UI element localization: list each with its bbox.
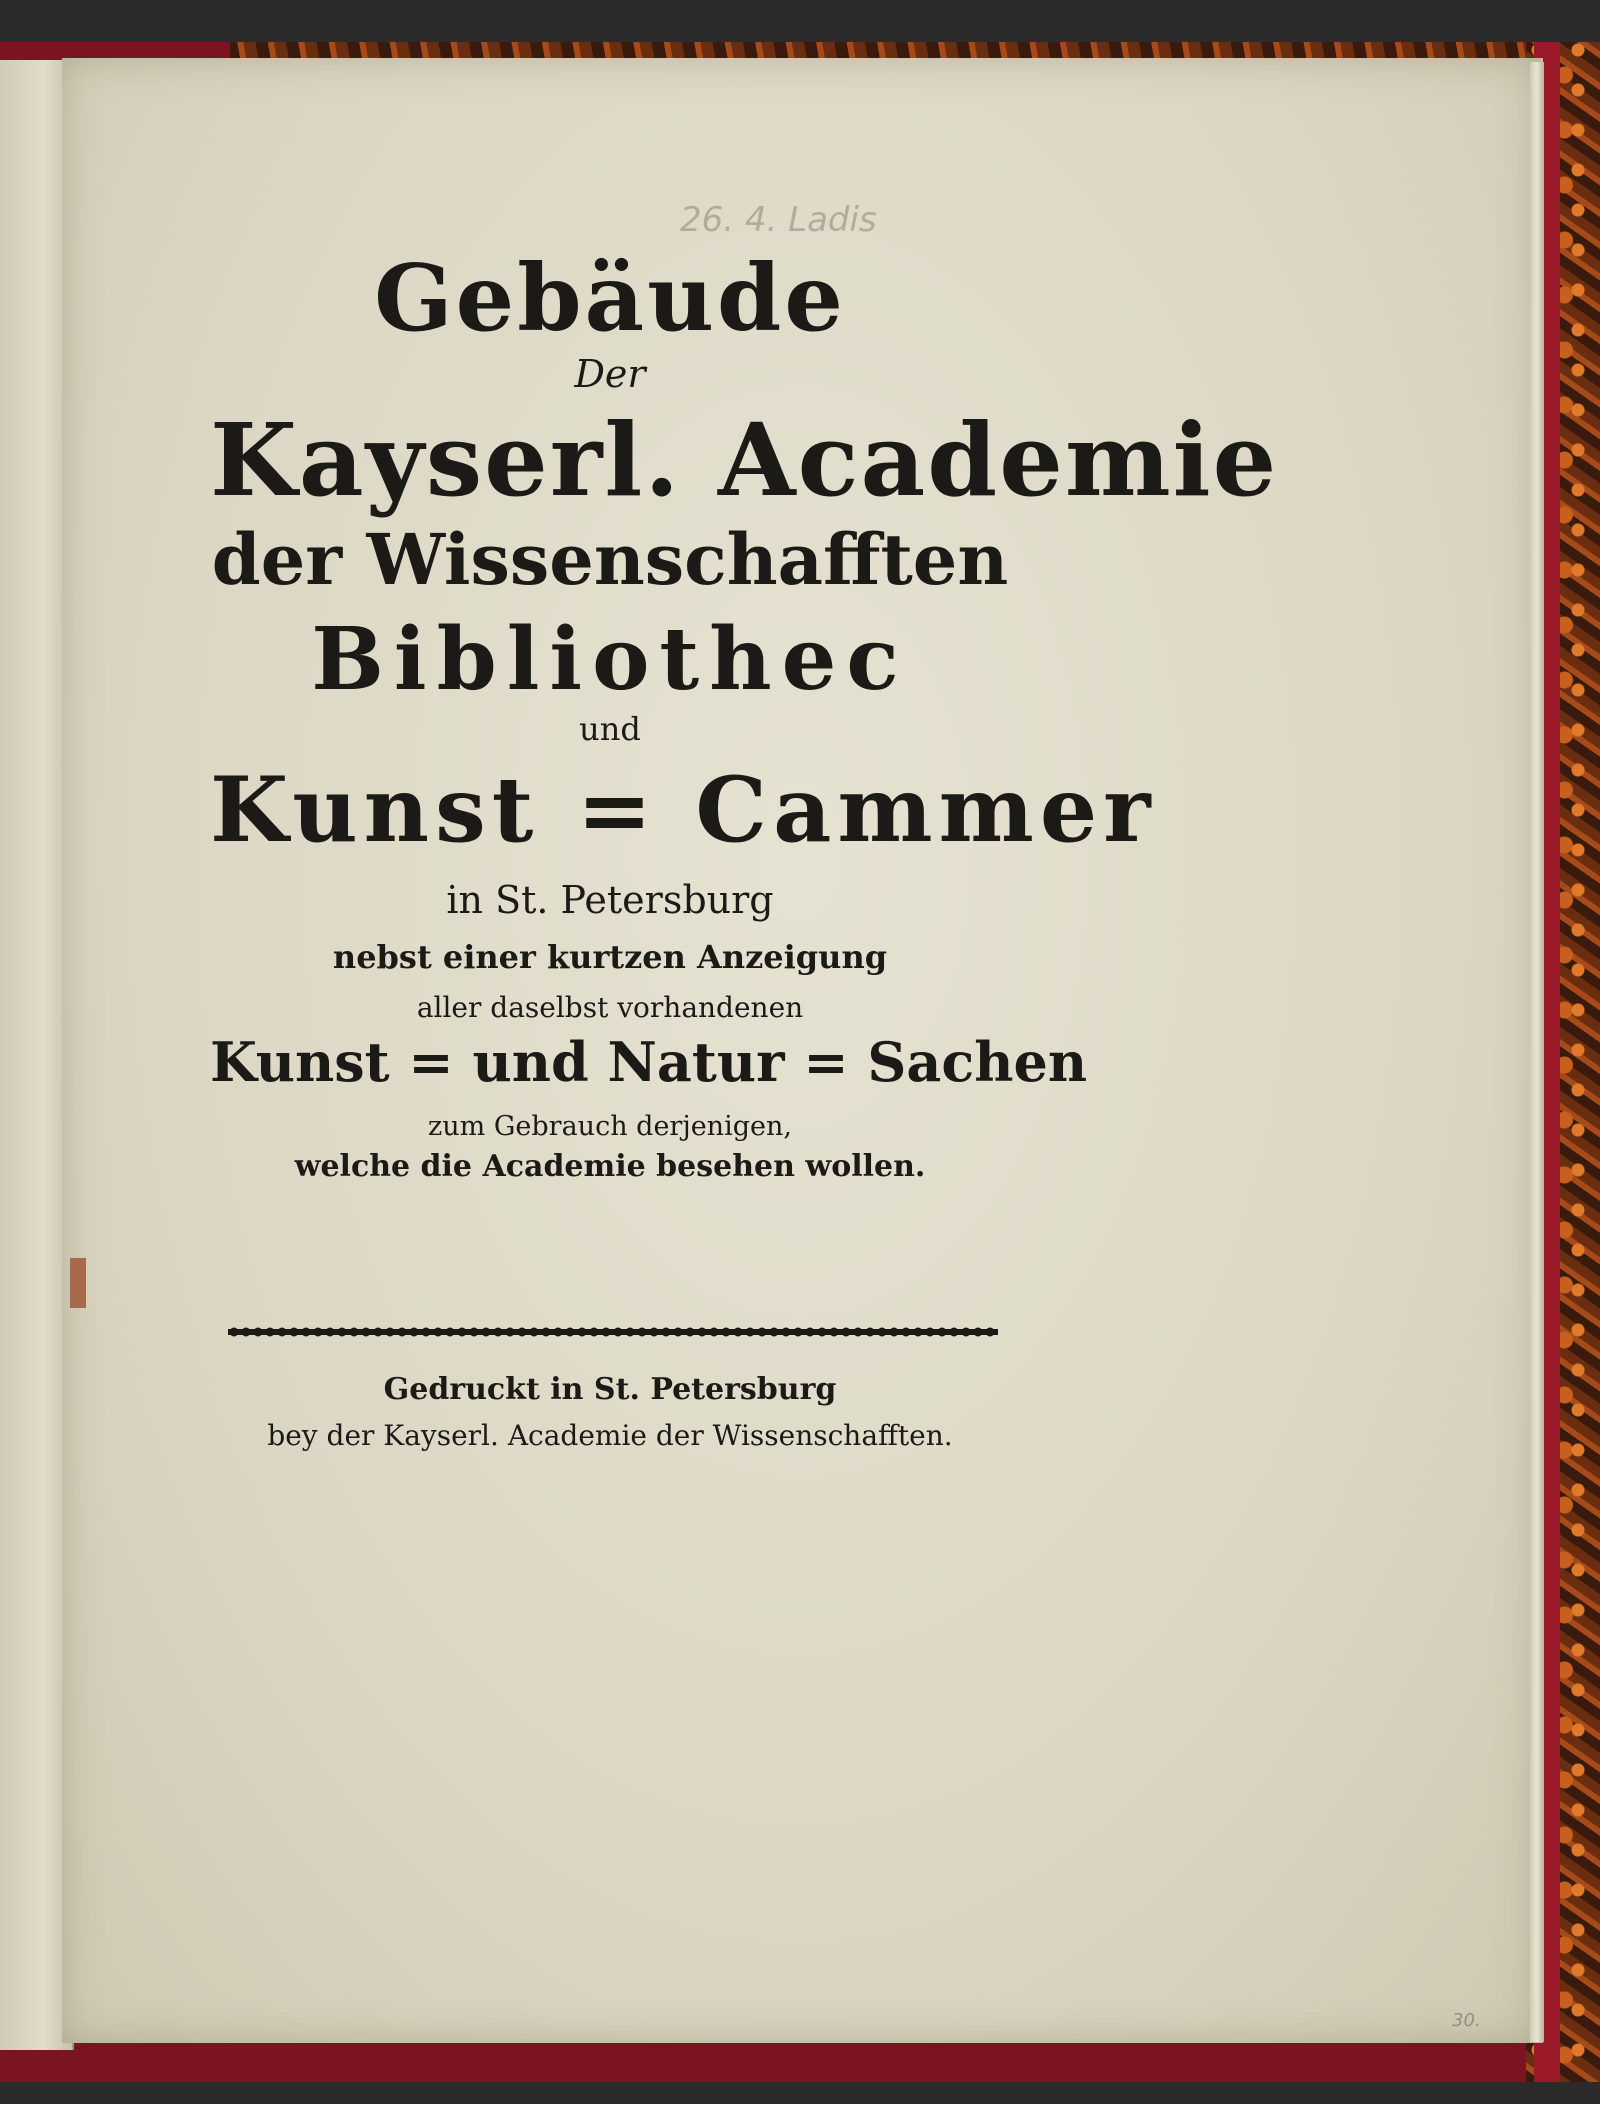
ornament-bead — [554, 1328, 563, 1337]
ornament-bead — [242, 1328, 251, 1337]
ornament-bead — [590, 1328, 599, 1337]
ornament-bead — [962, 1328, 971, 1337]
ornament-bead — [938, 1328, 947, 1337]
ornament-bead — [818, 1328, 827, 1337]
ornament-bead — [758, 1328, 767, 1337]
ornament-bead — [530, 1328, 539, 1337]
ornament-bead — [410, 1328, 419, 1337]
ornament-bead — [230, 1328, 239, 1337]
ornament-bead — [482, 1328, 491, 1337]
ornament-bead — [566, 1328, 575, 1337]
imprint-block — [210, 1372, 1010, 1452]
ornament-bead — [782, 1328, 791, 1337]
title-line-academie: Kayserl. Academie — [210, 401, 1279, 520]
ornament-bead — [890, 1328, 899, 1337]
title-line-bibliothec: Bibliothec — [311, 608, 909, 710]
title-block — [210, 244, 1279, 1185]
ornament-bead — [602, 1328, 611, 1337]
ornament-bead — [422, 1328, 431, 1337]
ornament-bead — [710, 1328, 719, 1337]
ornament-bead — [290, 1328, 299, 1337]
title-line-kunst-cammer: Kunst = Cammer — [210, 756, 1157, 863]
ornament-bead — [866, 1328, 875, 1337]
page-tab — [70, 1258, 86, 1308]
ornament-bead — [662, 1328, 671, 1337]
ornament-bead — [374, 1328, 383, 1337]
ornament-bead — [278, 1328, 287, 1337]
imprint-line-academie: bey der Kayserl. Academie der Wissenschafften. — [267, 1419, 953, 1452]
ornament-bead — [722, 1328, 731, 1337]
ornament-bead — [626, 1328, 635, 1337]
ornament-bead — [614, 1328, 623, 1337]
ornament-bead — [506, 1328, 515, 1337]
ornament-bead — [338, 1328, 347, 1337]
ornament-bead — [386, 1328, 395, 1337]
ornament-bead — [266, 1328, 275, 1337]
ornament-bead — [398, 1328, 407, 1337]
ornamental-rule — [228, 1322, 998, 1342]
ornament-bead — [950, 1328, 959, 1337]
ornament-bead — [974, 1328, 983, 1337]
title-line-natur-sachen: Kunst = und Natur = Sachen — [210, 1030, 1088, 1095]
ornament-bead — [878, 1328, 887, 1337]
ornament-bead — [578, 1328, 587, 1337]
ornament-bead — [830, 1328, 839, 1337]
ornament-bead — [314, 1328, 323, 1337]
ornament-bead — [734, 1328, 743, 1337]
pencil-annotation: 26. 4. Ladis — [680, 200, 877, 240]
ornament-bead — [686, 1328, 695, 1337]
ornament-bead — [986, 1328, 995, 1337]
ornament-bead — [518, 1328, 527, 1337]
ornament-bead — [902, 1328, 911, 1337]
ornament-bead — [794, 1328, 803, 1337]
folio-mark: 30. — [1452, 2010, 1481, 2031]
title-line-der: Der — [574, 351, 646, 396]
ornament-bead — [746, 1328, 755, 1337]
ornament-bead — [926, 1328, 935, 1337]
ornament-bead — [470, 1328, 479, 1337]
ornament-bead — [446, 1328, 455, 1337]
ornament-bead — [542, 1328, 551, 1337]
ornament-bead — [434, 1328, 443, 1337]
title-line-anzeigung: nebst einer kurtzen Anzeigung — [332, 938, 888, 977]
ornament-bead — [842, 1328, 851, 1337]
ornament-bead — [458, 1328, 467, 1337]
title-line-besehen: welche die Academie besehen wollen. — [294, 1149, 926, 1185]
ornament-bead — [674, 1328, 683, 1337]
ornament-bead — [638, 1328, 647, 1337]
ornament-bead — [914, 1328, 923, 1337]
page-edge — [1530, 62, 1544, 2042]
ornament-bead — [494, 1328, 503, 1337]
title-line-wissenschafften: der Wissenschafften — [211, 518, 1009, 602]
title-line-gebaude: Gebäude — [374, 244, 846, 352]
ornament-bead — [254, 1328, 263, 1337]
ornament-bead — [302, 1328, 311, 1337]
title-line-petersburg: in St. Petersburg — [446, 878, 774, 923]
ornament-bead — [770, 1328, 779, 1337]
ornament-bead — [854, 1328, 863, 1337]
ornament-bead — [650, 1328, 659, 1337]
title-line-gebrauch: zum Gebrauch derjenigen, — [428, 1110, 792, 1142]
title-line-vorhandenen: aller daselbst vorhandenen — [416, 990, 804, 1024]
ornament-bead — [362, 1328, 371, 1337]
ornament-bead — [698, 1328, 707, 1337]
ornament-bead — [806, 1328, 815, 1337]
ornament-bead — [350, 1328, 359, 1337]
imprint-line-gedruckt: Gedruckt in St. Petersburg — [383, 1372, 837, 1407]
ornament-bead — [326, 1328, 335, 1337]
title-line-und: und — [579, 710, 641, 749]
